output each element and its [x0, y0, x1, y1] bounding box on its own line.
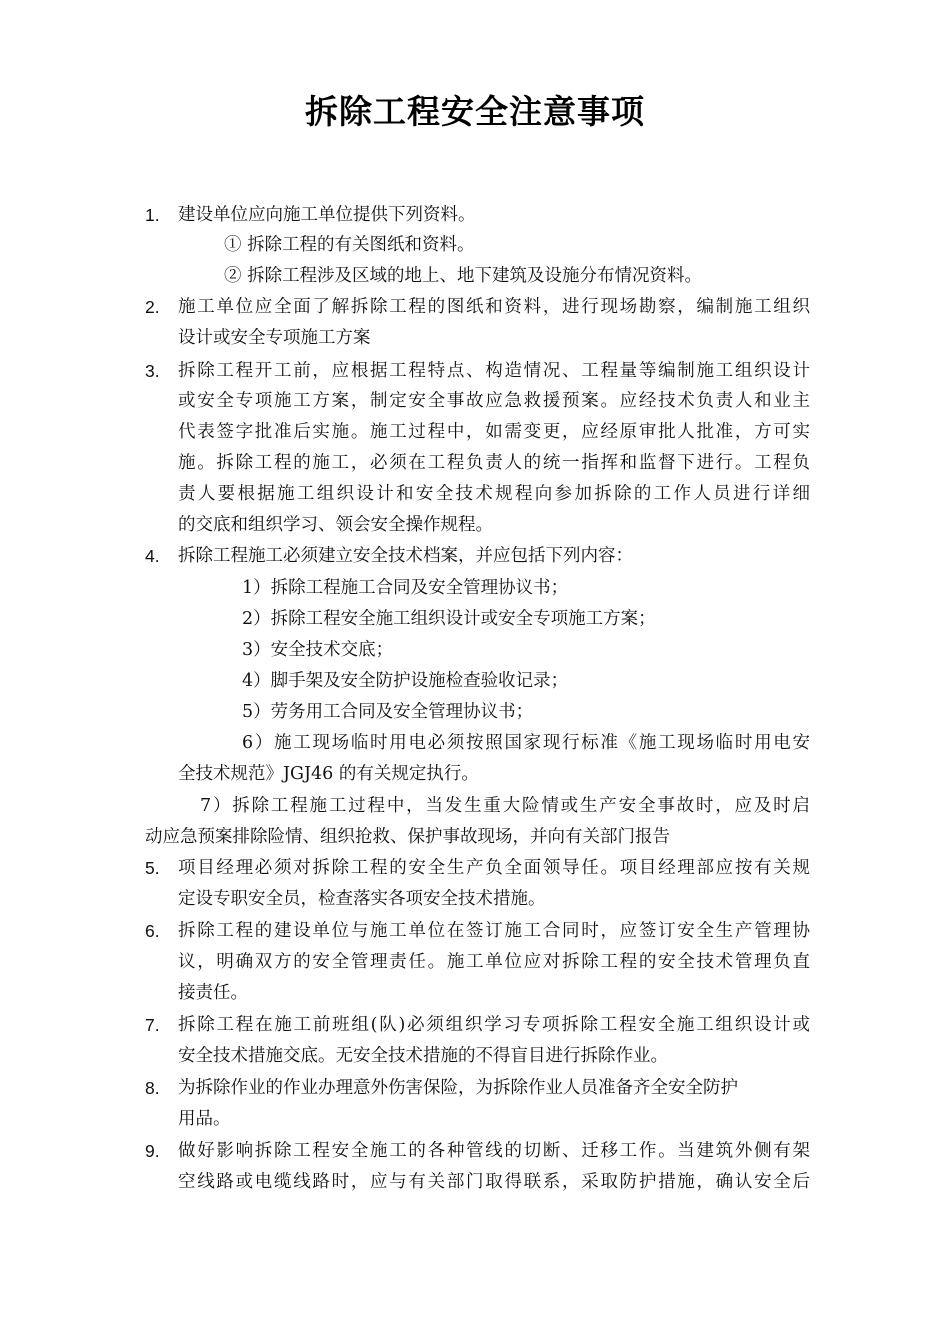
sub-item: 5）劳务用工合同及安全管理协议书； — [242, 702, 534, 722]
item-number: 2. — [145, 297, 160, 317]
paragraph-line: 7）拆除工程施工过程中，当发生重大险情或生产安全事故时，应及时启 — [200, 796, 810, 816]
item-text: 或安全专项施工方案，制定安全事故应急救援预案。应经技术负责人和业主 — [178, 391, 810, 411]
item-text: 设计或安全专项施工方案 — [178, 328, 371, 348]
item-number: 1. — [145, 205, 160, 225]
item-text: 拆除工程开工前，应根据工程特点、构造情况、工程量等编制施工组织设计 — [178, 361, 810, 381]
item-text: 议，明确双方的安全管理责任。施工单位应对拆除工程的安全技术管理负直 — [178, 952, 810, 972]
item-text: 的交底和组织学习、领会安全操作规程。 — [178, 515, 493, 535]
item-text: 安全技术措施交底。无安全技术措施的不得盲目进行拆除作业。 — [178, 1046, 668, 1066]
item-text: 接责任。 — [178, 983, 248, 1003]
item-number: 6. — [145, 921, 160, 941]
item-number: 3. — [145, 361, 160, 381]
item-text: 拆除工程施工必须建立安全技术档案，并应包括下列内容： — [178, 546, 633, 566]
item-text: 责人要根据施工组织设计和安全技术规程向参加拆除的工作人员进行详细 — [178, 484, 810, 504]
item-number: 4. — [145, 546, 160, 566]
sub-item: 2）拆除工程安全施工组织设计或安全专项施工方案； — [242, 609, 656, 629]
sub-item: 4）脚手架及安全防护设施检查验收记录； — [242, 671, 569, 691]
item-number: 5. — [145, 858, 160, 878]
item-text: 施。拆除工程的施工，必须在工程负责人的统一指挥和监督下进行。工程负 — [178, 453, 810, 473]
item-number: 7. — [145, 1015, 160, 1035]
item-text: 项目经理必须对拆除工程的安全生产负全面领导任。项目经理部应按有关规 — [178, 858, 810, 878]
sub-item-continuation: 全技术规范》JGJ46 的有关规定执行。 — [178, 764, 479, 784]
item-text: 空线路或电缆线路时，应与有关部门取得联系，采取防护措施，确认安全后 — [178, 1172, 810, 1192]
sub-item: ① 拆除工程的有关图纸和资料。 — [224, 235, 475, 255]
paragraph-line: 动应急预案排除险情、组织抢救、保护事故现场，并向有关部门报告 — [145, 827, 670, 847]
page-title: 拆除工程安全注意事项 — [305, 92, 645, 131]
item-number: 8. — [145, 1078, 160, 1098]
item-text: 建设单位应向施工单位提供下列资料。 — [178, 205, 476, 225]
item-text: 为拆除作业的作业办理意外伤害保险，为拆除作业人员准备齐全安全防护 — [178, 1078, 738, 1098]
sub-item: 1）拆除工程施工合同及安全管理协议书； — [242, 578, 569, 598]
item-text: 施工单位应全面了解拆除工程的图纸和资料，进行现场勘察，编制施工组织 — [178, 297, 810, 317]
item-text: 代表签字批准后实施。施工过程中，如需变更，应经原审批人批准，方可实 — [178, 422, 810, 442]
item-text: 拆除工程在施工前班组(队)必须组织学习专项拆除工程安全施工组织设计或 — [178, 1015, 810, 1035]
item-text: 拆除工程的建设单位与施工单位在签订施工合同时，应签订安全生产管理协 — [178, 921, 810, 941]
item-text: 用品。 — [178, 1109, 231, 1129]
item-text: 定设专职安全员，检查落实各项安全技术措施。 — [178, 889, 546, 909]
item-number: 9. — [145, 1141, 160, 1161]
sub-item: 3）安全技术交底； — [242, 640, 394, 660]
item-text: 做好影响拆除工程安全施工的各种管线的切断、迁移工作。当建筑外侧有架 — [178, 1141, 810, 1161]
sub-item: ② 拆除工程涉及区域的地上、地下建筑及设施分布情况资料。 — [224, 266, 703, 286]
sub-item: 6）施工现场临时用电必须按照国家现行标准《施工现场临时用电安 — [242, 733, 810, 753]
